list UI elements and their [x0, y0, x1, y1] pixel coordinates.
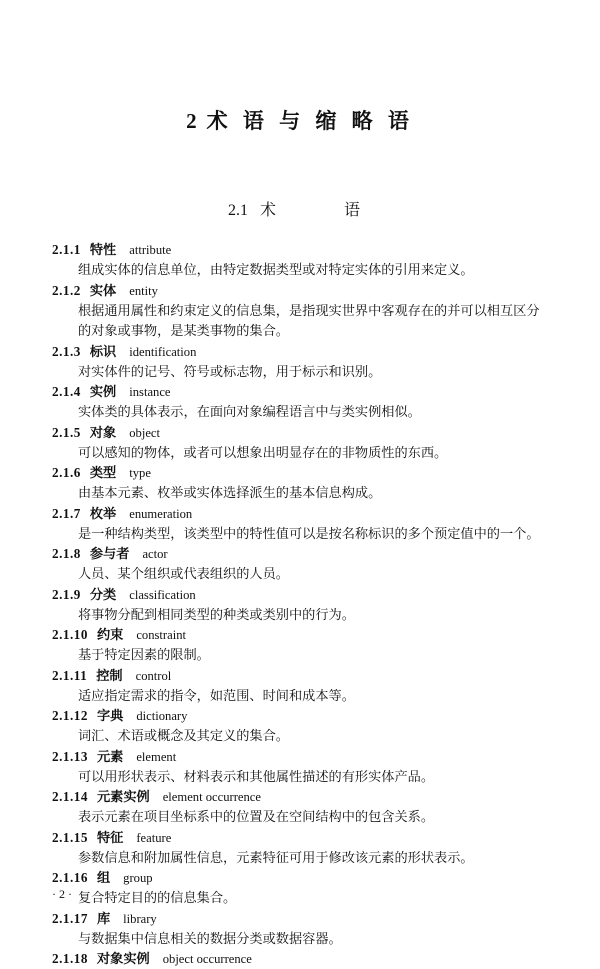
term-name-cn: 类型 — [89, 465, 117, 480]
page-number: · 2 · — [52, 887, 72, 901]
term-index: 2.1.7 — [52, 505, 81, 521]
term-header — [52, 585, 548, 605]
term-entry — [52, 382, 548, 423]
term-name-en: feature — [136, 830, 172, 845]
term-header — [52, 747, 548, 767]
term-definition: 可以感知的物体，或者可以想象出明显存在的非物质性的东西。 — [78, 444, 448, 460]
term-entry — [52, 949, 548, 969]
term-name-cn: 枚举 — [89, 505, 117, 521]
term-header — [52, 423, 548, 443]
term-definition: 可以用形状表示、材料表示和其他属性描述的有形实体产品。 — [78, 768, 435, 784]
section-title-text: 术 语 — [259, 202, 372, 219]
chapter-heading — [52, 105, 548, 135]
term-name-cn: 对象实例 — [96, 951, 150, 966]
term-name-cn: 组 — [96, 870, 111, 885]
term-index: 2.1.2 — [52, 282, 81, 298]
term-name-en: element occurrence — [162, 790, 261, 804]
term-definition: 组成实体的信息单位，由特定数据类型或对特定实体的引用来定义。 — [78, 262, 474, 277]
term-name-cn: 控制 — [96, 667, 123, 683]
term-name-en: control — [135, 668, 172, 683]
term-definition: 将事物分配到相同类型的种类或类别中的行为。 — [78, 606, 355, 622]
term-definition: 适应指定需求的指令，如范围、时间和成本等。 — [78, 687, 355, 703]
term-header — [52, 342, 548, 362]
term-header — [52, 281, 548, 301]
document-page — [0, 105, 600, 966]
term-name-en: identification — [129, 344, 197, 359]
term-entry — [52, 423, 548, 464]
term-header — [52, 868, 548, 888]
term-name-cn: 参与者 — [89, 546, 130, 561]
term-definition: 由基本元素、枚举或实体选择派生的基本信息构成。 — [78, 485, 382, 500]
term-definition: 人员、某个组织或代表组织的人员。 — [78, 566, 289, 581]
term-name-en: dictionary — [136, 709, 188, 723]
term-header — [52, 240, 548, 260]
term-index: 2.1.9 — [52, 586, 81, 602]
term-index: 2.1.4 — [52, 384, 81, 399]
term-name-cn: 库 — [96, 910, 111, 926]
term-definition: 是一种结构类型，该类型中的特性值可以是按名称标识的多个预定值中的一个。 — [78, 525, 540, 541]
term-header — [52, 382, 548, 402]
term-definition: 词汇、术语或概念及其定义的集合。 — [78, 728, 289, 743]
term-entry — [52, 504, 548, 545]
term-definition: 参数信息和附加属性信息，元素特征可用于修改该元素的形状表示。 — [78, 849, 474, 865]
term-name-en: instance — [129, 385, 171, 399]
term-name-en: actor — [142, 547, 168, 561]
term-index: 2.1.1 — [52, 242, 81, 257]
term-entry — [52, 787, 548, 828]
term-definition: 基于特定因素的限制。 — [78, 647, 210, 662]
term-name-en: constraint — [136, 628, 187, 642]
term-definition: 根据通用属性和约束定义的信息集，是指现实世界中客观存在的并可以相互区分的对象或事物，是某类事物的集合。 — [78, 302, 540, 338]
term-header — [52, 504, 548, 524]
term-header — [52, 787, 548, 807]
term-header — [52, 909, 548, 929]
term-entry — [52, 240, 548, 281]
term-entry — [52, 868, 548, 909]
term-index: 2.1.13 — [52, 748, 88, 764]
term-name-cn: 约束 — [96, 627, 124, 642]
term-list — [52, 240, 548, 969]
term-index: 2.1.11 — [52, 667, 88, 683]
term-entry — [52, 828, 548, 869]
term-entry — [52, 666, 548, 707]
term-name-en: group — [123, 871, 153, 885]
term-index: 2.1.17 — [52, 910, 88, 926]
term-index: 2.1.16 — [52, 870, 88, 885]
chapter-title-text: 术 语 与 缩 略 语 — [206, 109, 414, 133]
term-header — [52, 625, 548, 645]
page-footer — [52, 887, 72, 902]
section-heading — [52, 197, 548, 220]
term-name-cn: 实例 — [89, 384, 117, 399]
term-name-en: object — [129, 425, 161, 440]
term-definition: 实体类的具体表示，在面向对象编程语言中与类实例相似。 — [78, 404, 421, 419]
section-number: 2.1 — [227, 202, 248, 219]
term-entry — [52, 706, 548, 747]
term-name-en: entity — [129, 283, 158, 298]
term-definition: 复合特定目的的信息集合。 — [78, 890, 237, 905]
term-index: 2.1.18 — [52, 951, 88, 966]
term-name-cn: 字典 — [96, 708, 124, 723]
term-index: 2.1.14 — [52, 789, 88, 804]
term-name-en: classification — [129, 587, 196, 602]
term-name-cn: 分类 — [89, 586, 117, 602]
term-index: 2.1.10 — [52, 627, 88, 642]
term-name-en: type — [129, 466, 151, 480]
term-definition: 表示元素在项目坐标系中的位置及在空间结构中的包含关系。 — [78, 809, 435, 824]
term-name-en: object occurrence — [162, 952, 252, 966]
term-name-cn: 特性 — [89, 242, 117, 257]
term-name-en: library — [123, 911, 157, 926]
term-name-cn: 元素实例 — [96, 789, 150, 804]
term-entry — [52, 544, 548, 585]
term-name-en: enumeration — [129, 506, 193, 521]
term-name-cn: 实体 — [89, 282, 117, 298]
term-name-en: attribute — [129, 243, 172, 257]
term-name-cn: 特征 — [96, 829, 124, 845]
term-index: 2.1.3 — [52, 343, 81, 359]
term-definition: 与数据集中信息相关的数据分类或数据容器。 — [78, 930, 342, 946]
term-entry — [52, 281, 548, 342]
term-name-cn: 对象 — [89, 424, 117, 440]
term-entry — [52, 342, 548, 383]
term-header — [52, 666, 548, 686]
term-index: 2.1.15 — [52, 829, 88, 845]
term-index: 2.1.8 — [52, 546, 81, 561]
term-index: 2.1.6 — [52, 465, 81, 480]
term-entry — [52, 909, 548, 950]
term-header — [52, 544, 548, 564]
term-entry — [52, 585, 548, 626]
term-entry — [52, 625, 548, 666]
term-header — [52, 949, 548, 969]
term-index: 2.1.5 — [52, 424, 81, 440]
term-index: 2.1.12 — [52, 708, 88, 723]
term-entry — [52, 463, 548, 504]
term-entry — [52, 747, 548, 788]
term-definition: 对实体件的记号、符号或标志物，用于标示和识别。 — [78, 363, 382, 379]
term-header — [52, 463, 548, 483]
term-name-cn: 标识 — [89, 343, 117, 359]
term-name-cn: 元素 — [96, 748, 124, 764]
term-name-en: element — [136, 749, 177, 764]
chapter-number: 2 — [186, 109, 197, 133]
term-header — [52, 706, 548, 726]
term-header — [52, 828, 548, 848]
